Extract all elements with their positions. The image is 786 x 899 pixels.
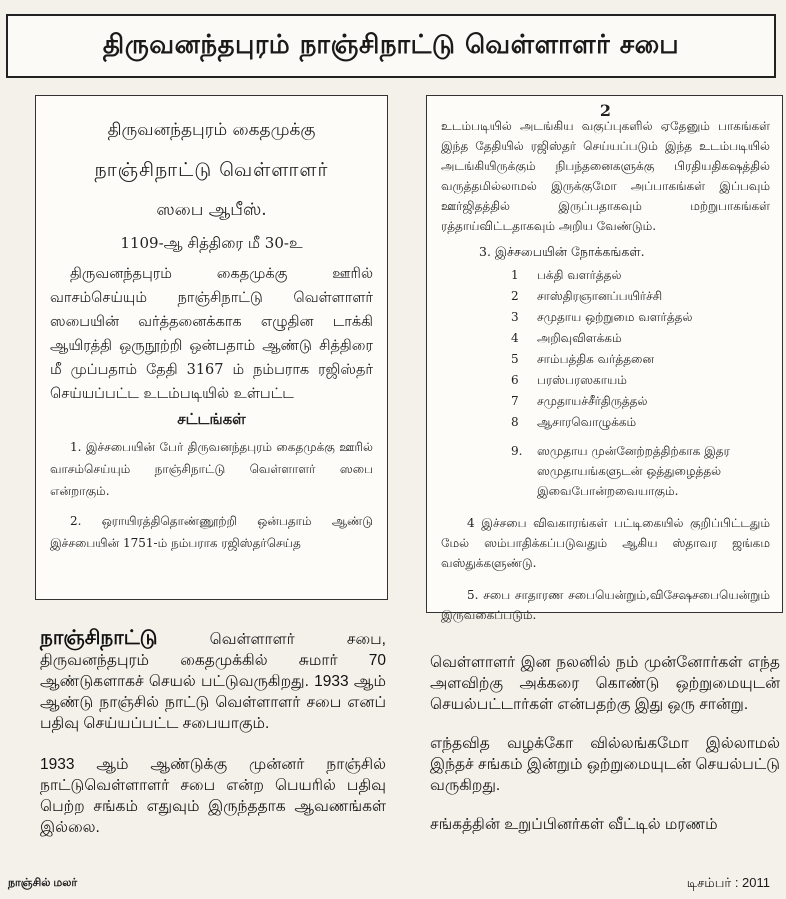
article-column-left bbox=[40, 628, 386, 858]
list-item: 5 சாம்பத்திக வர்த்தனை bbox=[511, 352, 655, 366]
scan-page-number: 2 bbox=[599, 101, 612, 120]
document-scan-left bbox=[35, 95, 388, 600]
scan-header-line2: நாஞ்சிநாட்டு வெள்ளாளர் bbox=[94, 159, 329, 181]
document-scan-right bbox=[426, 95, 783, 622]
objectives-heading: 3. இச்சபையின் நோக்கங்கள். bbox=[479, 244, 645, 259]
scan-date: 1109-ஆ சித்திரை மீ 30-உ bbox=[120, 234, 303, 252]
list-item: 2 சாஸ்திரஞானப்பயிர்ச்சி bbox=[511, 289, 663, 303]
scan-continuation: உடம்படியில் அடங்கிய வகுப்புகளில் ஏதேனும் பாகங்கள் இந்த தேதியில் ரஜிஸ்தர் செய்யப்படும் இந்த உடம்படியில் அடங்கியிருக்கும் நிபந்தனைகளுக்கு பிரதியதிகஷத்தில் வருத்தமில்லாமல் இருக்குமோ அப்பாகங்கள் இப்பவும் ஊர்ஜிதத்தில் இருப்பதாகவும் மற்றுபாகங்கள் ரத்தாய்விட்டதாகவும் அறிய வேண்டும். bbox=[441, 119, 770, 233]
article-column-right bbox=[430, 652, 780, 853]
lead-word: நாஞ்சிநாட்டு bbox=[40, 627, 158, 649]
scan-section-5: 5. சபை சாதாரண சபையென்றும்,விசேஷசபையென்றும் இருவகைப்படும். bbox=[441, 588, 770, 622]
objectives-list bbox=[441, 265, 770, 501]
scan-subheading: சட்டங்கள் bbox=[177, 410, 246, 428]
scan-section-4: 4 இச்சபை விவகாரங்கள் பட்டிகையில் குறிப்பிட்டதும் மேல் ஸம்பாதிக்கப்படுவதும் ஆகிய ஸ்தாவர ஜங்கம வஸ்துக்களுண்டு. bbox=[441, 516, 770, 570]
scan-rule-1: 1. இச்சபையின் பேர் திருவனந்தபுரம் கைதமுக்கு ஊரில் வாசம்செய்யும் நாஞ்சிநாட்டு வெள்ளாளர் ஸபை என்றாகும். bbox=[50, 440, 373, 498]
scan-header-line1: திருவனந்தபுரம் கைதமுக்கு bbox=[107, 120, 316, 140]
article-para-2: 1933 ஆம் ஆண்டுக்கு முன்னர் நாஞ்சில் நாட்டுவெள்ளாளர் சபை என்ற பெயரில் பதிவு பெற்ற சங்கம் எதுவும் இருந்ததாக ஆவணங்கள் இல்லை. bbox=[40, 756, 386, 836]
title-banner bbox=[6, 14, 776, 78]
article-para-4: எந்தவித வழக்கோ வில்லங்கமோ இல்லாமல் இந்தச் சங்கம் இன்றும் ஒற்றுமையுடன் செயல்பட்டு வருகிறது. bbox=[430, 735, 780, 794]
list-item: 4 அறிவுவிளக்கம் bbox=[511, 331, 622, 345]
list-item: 3 சமுதாய ஒற்றுமை வளர்த்தல் bbox=[511, 310, 693, 324]
scan-header-line3: ஸபை ஆபீஸ். bbox=[156, 200, 267, 220]
article-para-1-text: வெள்ளாளர் சபை, திருவனந்தபுரம் கைதமுக்கில் சுமார் 70 ஆண்டுகளாகச் செயல் பட்டுவருகிறது. 1933 ஆம் ஆண்டு நாஞ்சில் நாட்டு வெள்ளாளர் சபை எனப் பதிவு செய்யப்பட்ட சபையாகும். bbox=[40, 631, 386, 732]
scan-header bbox=[50, 110, 373, 230]
article-para-1 bbox=[40, 628, 386, 734]
footer-publication: நாஞ்சில் மலர் bbox=[8, 877, 78, 889]
article-para-5: சங்கத்தின் உறுப்பினர்கள் வீட்டில் மரணம் bbox=[430, 816, 718, 833]
list-item: 1 பக்தி வளர்த்தல் bbox=[511, 268, 622, 282]
page-title: திருவனந்தபுரம் நாஞ்சிநாட்டு வெள்ளாளர் சபை bbox=[102, 29, 680, 60]
scan-intro: திருவனந்தபுரம் கைதமுக்கு ஊரில் வாசம்செய்யும் நாஞ்சிநாட்டு வெள்ளாளர் ஸபையின் வர்த்தனைக்காக எழுதின டாக்கி ஆயிரத்தி ஒருநூற்றி ஒன்பதாம் ஆண்டு சித்திரை மீ முப்பதாம் தேதி 3167 ம் நம்பராக ரஜிஸ்தர் செய்யப்பட்ட உடம்படியில் உள்பட்ட bbox=[50, 266, 373, 402]
list-item: 6 பரஸ்பரஸகாயம் bbox=[511, 373, 627, 387]
scan-rule-2: 2. ஒராயிரத்திதொண்ணூற்றி ஒன்பதாம் ஆண்டு இச்சபையின் 1751-ம் நம்பராக ரஜிஸ்தர்செய்த bbox=[50, 514, 373, 550]
list-item: 9. ஸமுதாய முன்னேற்றத்திற்காக இதர ஸமுதாயங்களுடன் ஒத்துழைத்தல் இவைபோன்றவையாகும். bbox=[511, 444, 730, 498]
article-para-3: வெள்ளாளர் இன நலனில் நம் முன்னோர்கள் எந்த அளவிற்கு அக்கரை கொண்டு ஒற்றுமையுடன் செயல்பட்டார்கள் என்பதற்கு இது ஒரு சான்று. bbox=[430, 654, 780, 713]
list-item: 8 ஆசாரவொழுக்கம் bbox=[511, 415, 637, 429]
footer-date: டிசம்பர் : 2011 bbox=[686, 875, 770, 890]
list-item: 7 சமுதாயச்சீர்திருத்தல் bbox=[511, 394, 648, 408]
